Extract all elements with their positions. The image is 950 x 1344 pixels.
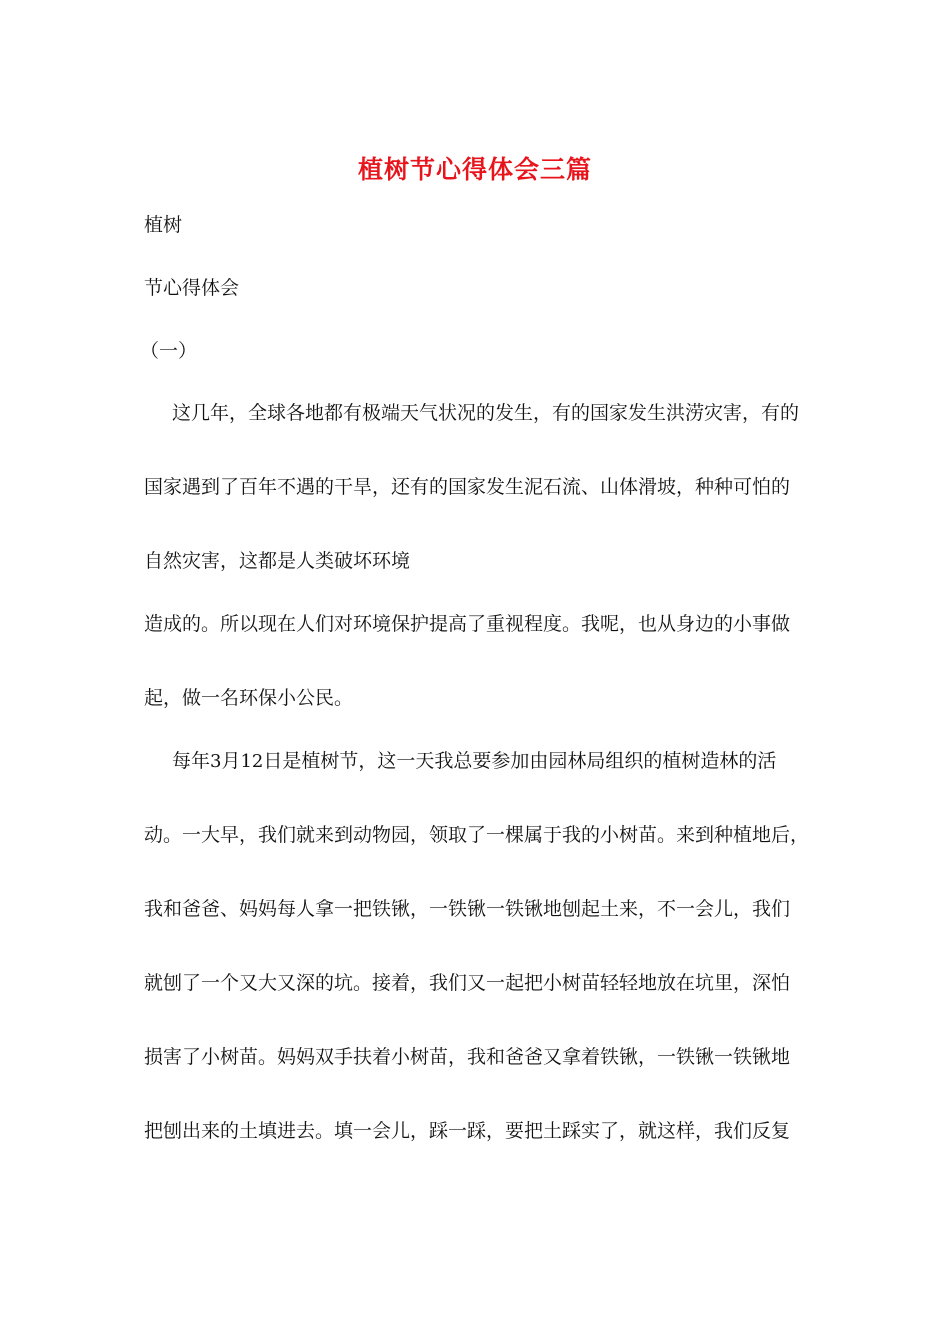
document-title: 植树节心得体会三篇 [357,155,592,184]
paragraph-1-line-4: 造成的。所以现在人们对环境保护提高了重视程度。我呢，也从身边的小事做 [144,613,791,635]
paragraph-2-line-2: 动。一大早，我们就来到动物园，领取了一棵属于我的小树苗。来到种植地后， [144,824,810,846]
paragraph-1-line-5: 起，做一名环保小公民。 [144,687,354,709]
paragraph-1-line-1: 这几年，全球各地都有极端天气状况的发生，有的国家发生洪涝灾害，有的 [172,402,800,424]
paragraph-2-line-6: 把刨出来的土填进去。填一会儿，踩一踩，要把土踩实了，就这样，我们反复 [144,1120,791,1142]
paragraph-2-line-5: 损害了小树苗。妈妈双手扶着小树苗，我和爸爸又拿着铁锹，一铁锹一铁锹地 [144,1046,791,1068]
text-segment: 每年 [172,750,211,772]
heading-line-2: 节心得体会 [144,277,240,299]
paragraph-1-line-3: 自然灾害，这都是人类破坏环境 [144,550,411,572]
paragraph-1-line-2: 国家遇到了百年不遇的干旱，还有的国家发生泥石流、山体滑坡，种种可怕的 [144,476,791,498]
paragraph-2-line-3: 我和爸爸、妈妈每人拿一把铁锹，一铁锹一铁锹地刨起土来，不一会儿，我们 [144,898,791,920]
text-segment: 月 [221,750,241,772]
day-number: 12 [240,751,264,772]
heading-line-1: 植树 [144,214,183,236]
month-number: 3 [210,751,222,772]
text-segment: 日是植树节，这一天我总要参加由园林局组织的植树造林的活 [263,750,777,772]
section-marker: （一） [140,340,198,362]
paragraph-2-line-4: 就刨了一个又大又深的坑。接着，我们又一起把小树苗轻轻地放在坑里，深怕 [144,972,791,994]
paragraph-2-line-1 [172,748,776,775]
